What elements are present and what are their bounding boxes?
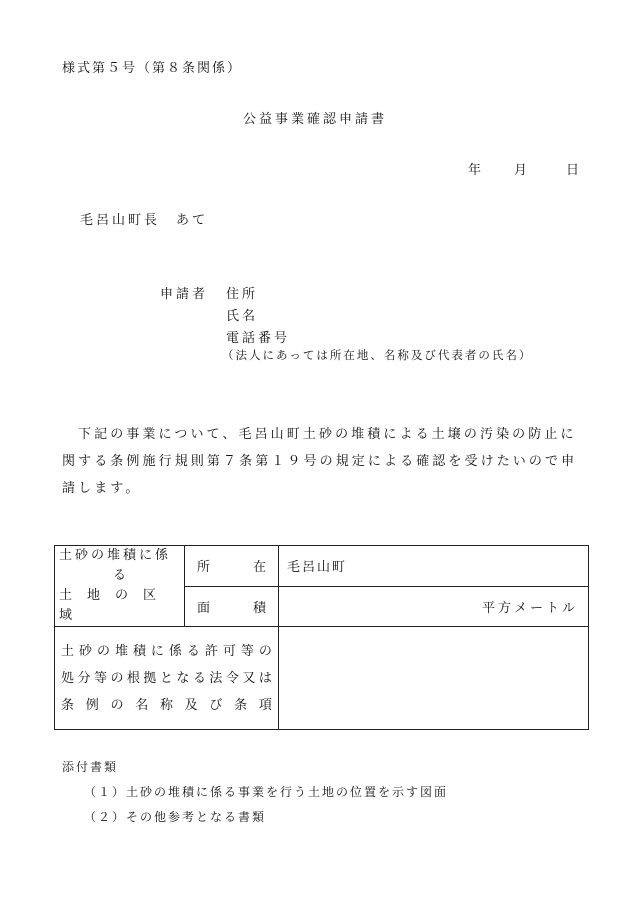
- area-label-char-2: 積: [252, 600, 266, 616]
- area-unit: 平方メートル: [481, 600, 578, 616]
- date-year-label: 年: [468, 163, 482, 178]
- legal-basis-char: 及: [184, 697, 198, 713]
- legal-basis-char: 拠: [143, 670, 157, 686]
- applicant-note: （法人にあっては所在地、名称及び代表者の氏名）: [222, 348, 533, 362]
- legal-basis-header-line-2: [61, 665, 272, 692]
- legal-basis-char: び: [209, 697, 223, 713]
- legal-basis-char: 砂: [78, 643, 92, 659]
- date-month-label: 月: [514, 163, 528, 178]
- location-label: [185, 556, 278, 575]
- application-body-text: 下記の事業について、毛呂山町土砂の堆積による土壌の汚染の防止に関する条例施行規則第７条第１９号の規定による確認を受けたいので申請します。: [62, 427, 578, 496]
- legal-basis-char: に: [150, 643, 164, 659]
- legal-basis-header-cell: [55, 627, 279, 730]
- location-label-char-2: 在: [252, 560, 266, 576]
- legal-basis-char: 積: [132, 643, 146, 659]
- legal-basis-char: 根: [126, 670, 140, 686]
- legal-basis-char: 条: [61, 697, 75, 713]
- attachments-title: 添付書類: [62, 760, 119, 774]
- location-label-cell: [185, 546, 279, 587]
- date-line: [468, 159, 579, 178]
- legal-basis-header-line-1: [61, 638, 272, 665]
- legal-basis-char: 称: [159, 697, 173, 713]
- legal-basis-char: 分: [77, 670, 91, 686]
- applicant-address-label: 住所: [226, 287, 259, 302]
- legal-basis-char: は: [258, 670, 272, 686]
- legal-basis-char: る: [192, 670, 206, 686]
- legal-basis-char: な: [176, 670, 190, 686]
- legal-basis-value-cell[interactable]: [279, 627, 589, 730]
- document-title: 公益事業確認申請書: [242, 112, 387, 127]
- legal-basis-char: の: [110, 670, 124, 686]
- legal-basis-char: 等: [93, 670, 107, 686]
- legal-basis-char: 堆: [114, 643, 128, 659]
- attachment-item-2: （２）その他参考となる書類: [84, 810, 267, 824]
- legal-basis-char: の: [258, 643, 272, 659]
- legal-basis-char: 処: [61, 670, 75, 686]
- area-value-cell[interactable]: [279, 586, 589, 627]
- legal-basis-char: 項: [258, 697, 272, 713]
- legal-basis-header-line-3: [61, 692, 272, 719]
- legal-basis-char: 等: [240, 643, 254, 659]
- legal-basis-char: 法: [209, 670, 223, 686]
- legal-basis-char: 名: [135, 697, 149, 713]
- legal-basis-char: の: [96, 643, 110, 659]
- land-area-header-line-1: 土砂の堆積に係: [59, 548, 172, 563]
- legal-basis-char: 条: [234, 697, 248, 713]
- addressee: 毛呂山町長 あて: [80, 213, 209, 228]
- location-label-char-1: 所: [197, 560, 211, 576]
- application-form-table: [54, 545, 589, 730]
- area-label-char-1: 面: [197, 600, 211, 616]
- legal-basis-char: 又: [242, 670, 256, 686]
- legal-basis-char: の: [110, 697, 124, 713]
- attachment-item-1: （１）土砂の堆積に係る事業を行う土地の位置を示す図面: [84, 785, 449, 799]
- legal-basis-char: 例: [85, 697, 99, 713]
- area-label: [185, 597, 278, 616]
- legal-basis-char: 土: [61, 643, 75, 659]
- date-day-label: 日: [566, 163, 580, 178]
- form-number: 様式第５号（第８条関係）: [62, 61, 243, 76]
- legal-basis-char: 可: [222, 643, 236, 659]
- legal-basis-char: 係: [168, 643, 182, 659]
- land-area-header-cell: [55, 546, 185, 627]
- applicant-label: 申請者: [160, 287, 209, 302]
- land-area-header-line-3: 土 地 の 区 域: [59, 588, 172, 623]
- applicant-name-label: 氏名: [226, 309, 259, 324]
- legal-basis-char: る: [186, 643, 200, 659]
- land-area-header-line-2: る: [112, 568, 126, 583]
- location-value-cell[interactable]: [279, 546, 589, 587]
- legal-basis-char: と: [159, 670, 173, 686]
- area-label-cell: [185, 586, 279, 627]
- legal-basis-char: 許: [204, 643, 218, 659]
- legal-basis-char: 令: [225, 670, 239, 686]
- location-value: 毛呂山町: [287, 560, 348, 576]
- applicant-phone-label: 電話番号: [226, 331, 291, 346]
